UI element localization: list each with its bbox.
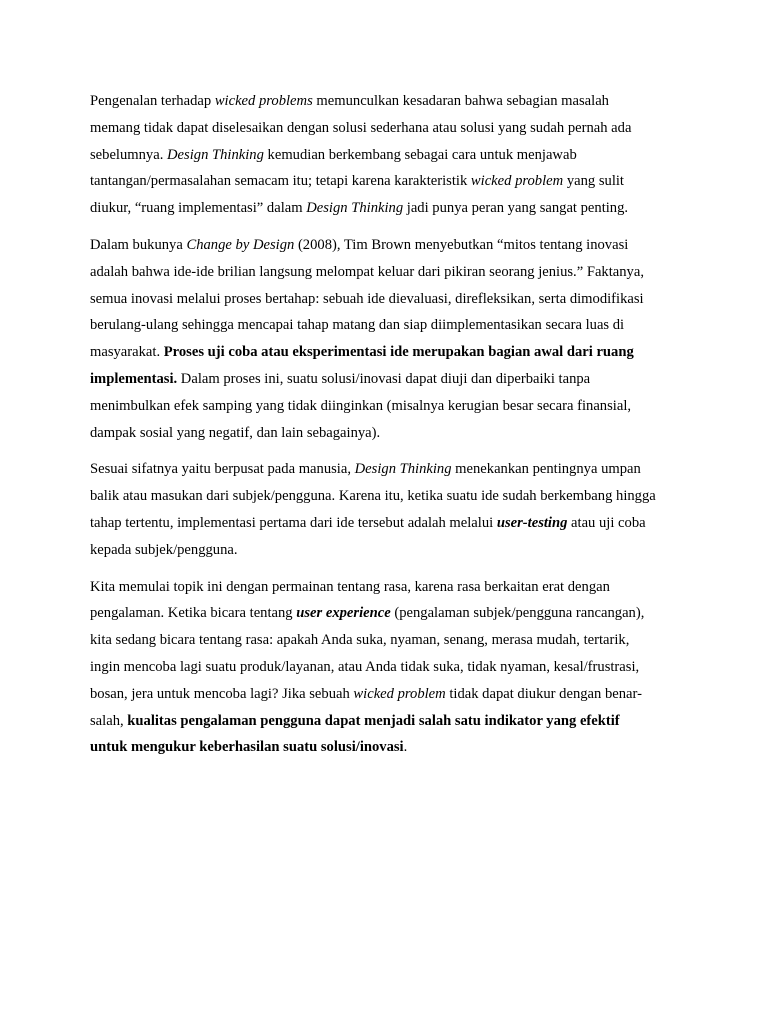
italic-text: Design Thinking xyxy=(354,461,452,478)
text-run: tahap tertentu, implementasi pertama dari ide tersebut adalah melalui xyxy=(90,514,497,531)
text-run: . xyxy=(403,739,408,756)
text-run: bosan, jera untuk mencoba lagi? Jika sebuah xyxy=(90,685,354,702)
paragraph xyxy=(90,456,682,563)
bold-text: Proses uji coba atau eksperimentasi ide merupakan bagian awal dari ruang xyxy=(163,344,634,361)
document-page xyxy=(90,88,682,771)
italic-text: Design Thinking xyxy=(306,200,404,217)
text-line xyxy=(90,537,682,564)
text-run: tidak dapat diukur dengan benar- xyxy=(445,685,642,702)
text-line xyxy=(90,600,682,627)
italic-text: wicked problems xyxy=(214,93,313,109)
document-body xyxy=(90,88,682,761)
text-run: adalah bahwa ide-ide brilian langsung melompat keluar dari pikiran seorang jenius.” Faktanya, xyxy=(90,263,644,280)
text-run: kepada subjek/pengguna. xyxy=(90,541,238,558)
text-run: balik atau masukan dari subjek/pengguna. Karena itu, ketika suatu ide sudah berkembang hingga xyxy=(90,488,656,505)
text-run: salah, xyxy=(90,712,128,729)
text-line xyxy=(90,510,682,537)
text-run: (2008), Tim Brown menyebutkan “mitos tentang inovasi xyxy=(294,236,629,253)
bold-text: implementasi. xyxy=(90,370,178,387)
text-line xyxy=(90,574,682,601)
text-line xyxy=(90,232,682,259)
text-run: menekankan pentingnya umpan xyxy=(451,461,641,478)
text-run: menimbulkan efek samping yang tidak diinginkan (misalnya kerugian besar secara finansial, xyxy=(90,397,632,414)
text-run: kemudian berkembang sebagai cara untuk menjawab xyxy=(263,146,577,163)
paragraph xyxy=(90,88,682,222)
paragraph xyxy=(90,232,682,446)
text-line xyxy=(90,259,682,286)
text-run: yang sulit xyxy=(563,173,624,190)
text-run: semua inovasi melalui proses bertahap: sebuah ide dievaluasi, direfleksikan, serta dimodifikasi xyxy=(90,290,644,307)
text-line xyxy=(90,654,682,681)
text-run: Sesuai sifatnya yaitu berpusat pada manusia, xyxy=(90,461,355,478)
text-run: berulang-ulang sehingga mencapai tahap matang dan siap diimplementasikan secara luas di xyxy=(90,317,625,334)
italic-text: Change by Design xyxy=(186,236,295,253)
text-run: (pengalaman subjek/pengguna rancangan), xyxy=(390,605,645,622)
text-line xyxy=(90,708,682,735)
text-run: kita sedang bicara tentang rasa: apakah Anda suka, nyaman, senang, merasa mudah, tertarik, xyxy=(90,632,630,649)
text-run: atau uji coba xyxy=(567,514,646,531)
text-line xyxy=(90,286,682,313)
text-line xyxy=(90,312,682,339)
text-line xyxy=(90,142,682,169)
bold-italic-text: user experience xyxy=(296,605,391,622)
text-line xyxy=(90,456,682,483)
text-run: Pengenalan terhadap xyxy=(90,93,215,109)
text-run: Kita memulai topik ini dengan permainan tentang rasa, karena rasa berkaitan erat dengan xyxy=(90,578,610,595)
text-line xyxy=(90,168,682,195)
text-line xyxy=(90,339,682,366)
text-line xyxy=(90,483,682,510)
text-line xyxy=(90,115,682,142)
text-run: ingin mencoba lagi suatu produk/layanan, atau Anda tidak suka, tidak nyaman, kesal/frustrasi, xyxy=(90,658,640,675)
text-run: jadi punya peran yang sangat penting. xyxy=(403,200,629,217)
text-line xyxy=(90,627,682,654)
text-run: pengalaman. Ketika bicara tentang xyxy=(90,605,297,622)
text-run: diukur, “ruang implementasi” dalam xyxy=(90,200,307,217)
italic-text: wicked problem xyxy=(470,173,564,190)
italic-text: Design Thinking xyxy=(167,146,264,163)
text-line xyxy=(90,366,682,393)
text-line xyxy=(90,195,682,222)
text-line xyxy=(90,393,682,420)
text-line xyxy=(90,734,682,761)
bold-italic-text: user-testing xyxy=(496,514,568,531)
text-run: tantangan/permasalahan semacam itu; tetapi karena karakteristik xyxy=(90,173,471,190)
text-run: masyarakat. xyxy=(90,344,164,361)
bold-text: untuk mengukur keberhasilan suatu solusi/inovasi xyxy=(90,739,404,756)
bold-text: kualitas pengalaman pengguna dapat menjadi salah satu indikator yang efektif xyxy=(127,712,620,729)
text-run: memunculkan kesadaran bahwa sebagian masalah xyxy=(312,93,609,109)
italic-text: wicked problem xyxy=(353,685,446,702)
text-run: Dalam bukunya xyxy=(90,236,187,253)
text-run: Dalam proses ini, suatu solusi/inovasi dapat diuji dan diperbaiki tanpa xyxy=(177,370,591,387)
text-run: memang tidak dapat diselesaikan dengan solusi sederhana atau solusi yang sudah pernah ada xyxy=(90,119,632,136)
text-run: sebelumnya. xyxy=(90,146,168,163)
text-line xyxy=(90,681,682,708)
text-line xyxy=(90,88,682,115)
text-line xyxy=(90,420,682,447)
text-run: dampak sosial yang negatif, dan lain sebagainya). xyxy=(90,424,381,441)
paragraph xyxy=(90,574,682,762)
